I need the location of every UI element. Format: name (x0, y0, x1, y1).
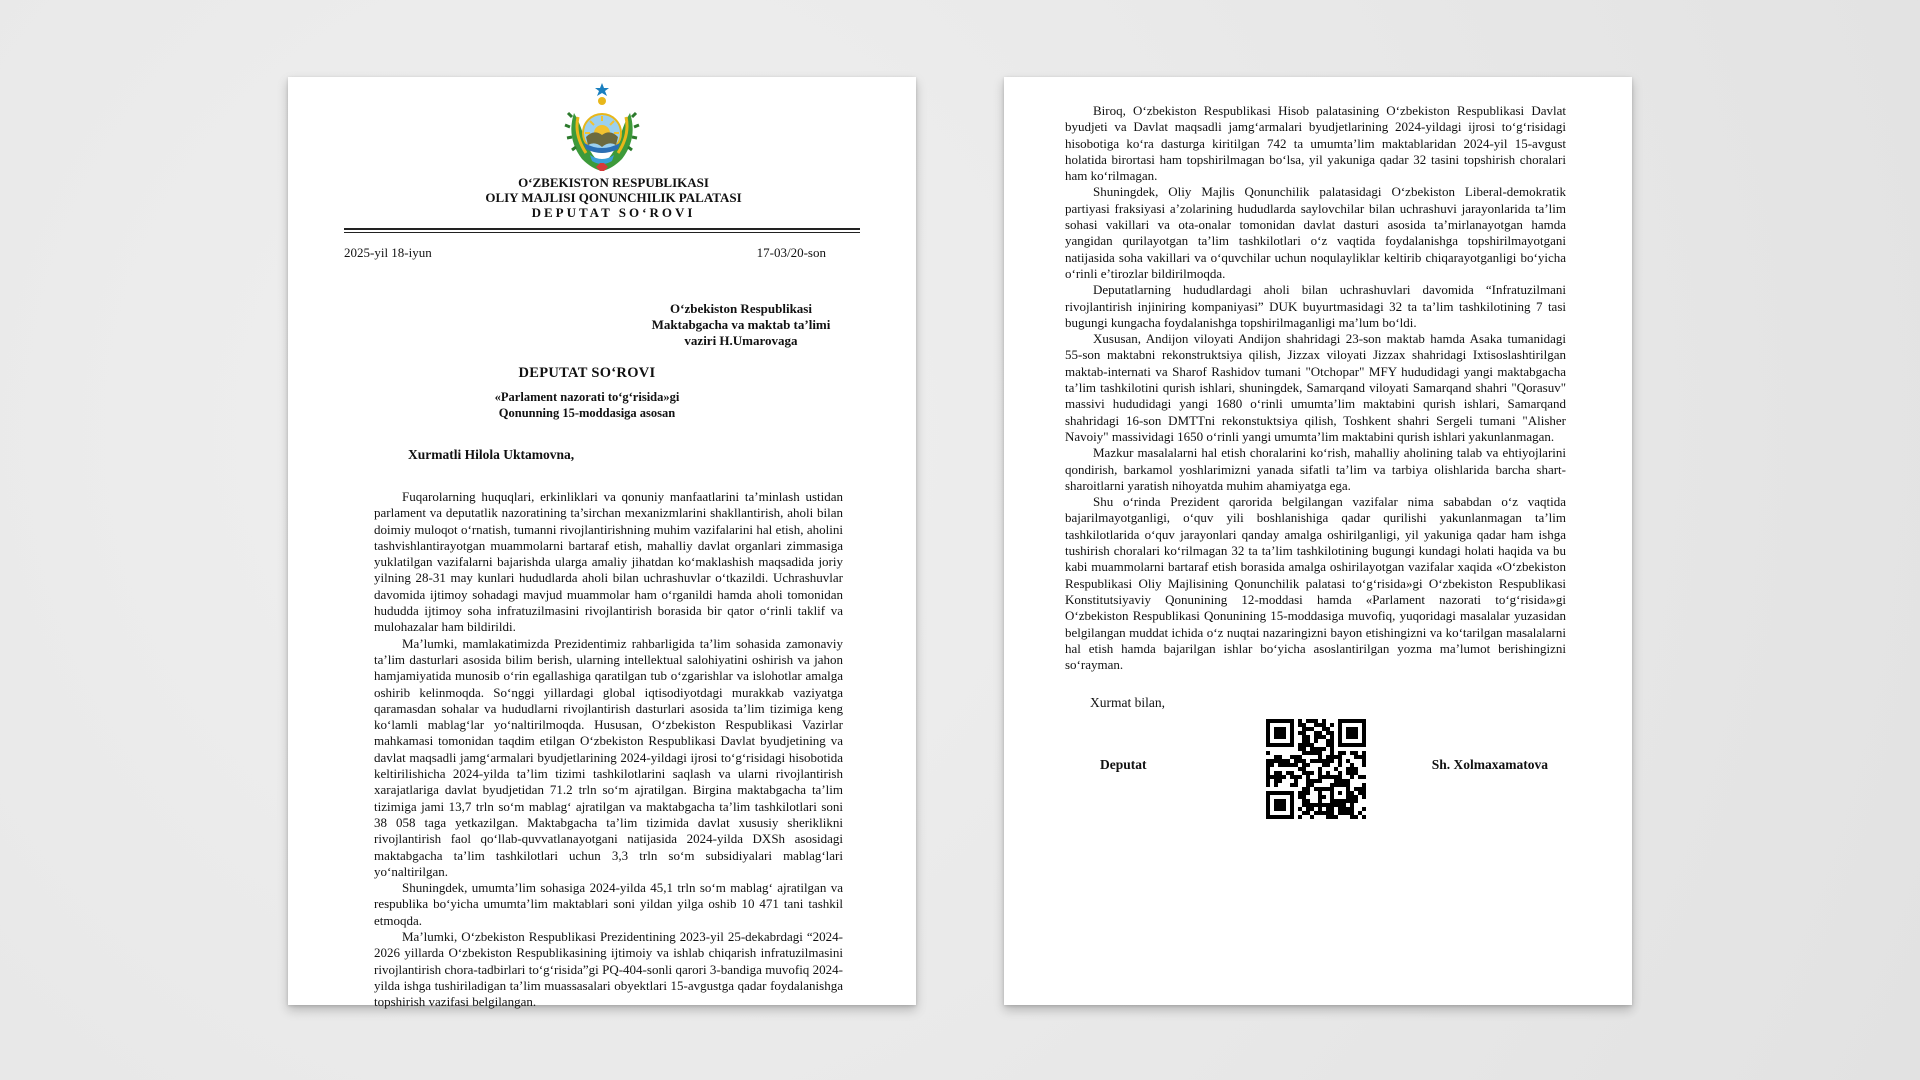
signer-name: Sh. Xolmaxamatova (1431, 757, 1548, 773)
document-number: 17-03/20-son (756, 245, 826, 260)
signer-role: Deputat (1100, 757, 1147, 773)
addressee-line2: Maktabgacha va maktab ta’limi (651, 317, 831, 332)
org-name-line3: DEPUTAT SO‘ROVI (531, 205, 696, 220)
body-paragraph: Fuqarolarning huquqlari, erkinliklari va qonuniy manfaatlarini ta’minlash ustidan parlament va deputatlik nazoratining ta’sirchan mexanizmlarini shakllantirish, aholi bilan doimiy muloqot o‘rnatish, tumanni rivojlantirishning muhim vazifalarini hal etish, aholini tashvishlantirayotgan muammolarni bartaraf etish, mahalliy davlat organlari zimmasiga yuklatilgan vazifalarni bajarishda ularga amaliy jihatdan ko‘maklashish maqsadida joriy yilning 28-31 may kunlari hududlarda aholi bilan uchrashuvlar o‘tkazildi. Uchrashuvlar davomida ijtimoy sohadagi mavjud muammolar ham o‘rganildi hamda aholi tomonidan hududda ijtimoy soha infratuzilmasini rivojlantirish borasida bir qator o‘rinli taklif va mulohazalar ham bildirildi. (374, 489, 843, 635)
body-paragraph: Biroq, O‘zbekiston Respublikasi Hisob palatasining O‘zbekiston Respublikasi Davlat byudjeti va Davlat maqsadli jamg‘armalari byudjetlarining 2024-yildagi ijrosi to‘g‘risidagi hisobotiga ko‘ra dasturga kiritilgan 742 ta umumta’lim maktablaridan 2024-yil 15-avgust holatida birortasi ham topshirilmagan bo‘lsa, yil yakuniga qadar 32 tasini topshirish choralari ham ko‘rilmagan. (1065, 103, 1566, 184)
legal-basis-line2: Qonunning 15-moddasiga asosan (498, 406, 676, 420)
addressee-block (344, 301, 848, 349)
signature-block (1060, 719, 1576, 821)
page-2-body (1065, 103, 1566, 673)
body-paragraph: Ma’lumki, mamlakatimizda Prezidentimiz rahbarligida ta’lim sohasida zamonaviy ta’lim dasturlari asosida bilim berish, ularning intellektual salohiyatini oshirish va jahon hamjamiyatida munosib o‘rin egallashiga qaratilgan tub o‘zgarishlar va islohotlar amalga oshirib kelinmoqda. So‘nggi yillardagi global iqtisodiyotdagi murakkab vaziyatga qaramasdan sohalar va hududlarni rivojlantirish dasturlari asosida ta’lim tizimiga keng ko‘lamli mablag‘lar yo‘naltirilmoqda. Hususan, O‘zbekiston Respublikasi Vazirlar mahkamasi tomonidan taqdim etilgan O‘zbekiston Respublikasi Davlat byudjetining va davlat maqsadli jamg‘armalari byudjetlarining 2024-yildagi ijrosi to‘g‘risidagi hisobotida keltirilishicha 2024-yilda ta’lim tizimi tashkilotlarini saqlash va ularni rivojlantirish xarajatlariga davlat byudjetidan 71.2 trln so‘m ajratilgan. Birgina maktabgacha ta’lim tizimiga jami 13,7 trln so‘m mablag‘ ajratilgan va maktabgacha ta’lim tashkilotlari soni 38 058 taga yetkazilgan. Maktabgacha ta’lim tizimida davlat xususiy sheriklikni rivojlantirish faol qo‘llab-quvvatlanayotgani natijasida 2024-yilda DXSh asosidagi maktabgacha ta’lim tashkilotlari uchun 3,3 trln so‘m subsidiyalari mablag‘lari yo‘naltirilgan. (374, 635, 843, 879)
state-emblem-icon (554, 83, 650, 175)
org-name-line1: O‘ZBEKISTON RESPUBLIKASI (518, 175, 709, 190)
closing-phrase: Xurmat bilan, (1090, 695, 1165, 711)
body-paragraph: Xususan, Andijon viloyati Andijon shahridagi 23-son maktab hamda Asaka tumanidagi 55-son maktabni rekonstruktsiya qilish, Jizzax viloyati Jizzax shahridagi Ixtisoslashtirilgan maktab-internati va Sharof Rashidov tumani "Otchopar" MFY hududidagi yangi maktabgacha ta’lim tashkilotini qurish ishlari, shuningdek, Samarqand viloyati Samarqand shahri "Qorasuv" massivi hududidagi yangi 1680 o‘rinli umumta’lim maktabini qurish ishlari, Samarqand shahridagi 16-son DMTTni rekonstuktsiya qilish, Toshkent shahri Sergeli tumani "Alisher Navoiy" massividagi 1650 o‘rinli yangi umumta’lim maktabini qurish ishlari yakunlanmagan. (1065, 331, 1566, 444)
letterhead-rule (344, 228, 860, 233)
document-page-1 (288, 77, 916, 1010)
legal-basis-line1: «Parlament nazorati to‘g‘risida»gi (494, 390, 680, 404)
body-paragraph: Ma’lumki, O‘zbekiston Respublikasi Prezidentining 2023-yil 25-dekabrdagi “2024-2026 yillarda O‘zbekiston Respublikasining ijtimoiy va ishlab chiqarish infratuzilmasini rivojlantirish chora-tadbirlari to‘g‘risida”gi PQ-404-sonli qarori 3-bandiga muvofiq 2024-yilda ishga tushiriladigan ta’lim muassasalari obyektlari 15-avgustga qadar foydalanishga topshirish vazifasi belgilangan. (374, 929, 843, 1010)
body-paragraph: Mazkur masalalarni hal etish choralarini ko‘rish, mahalliy aholining talab va ehtiyojlarini qondirish, barkamol yoshlarimizni yanada sifatli ta’lim va tarbiya olishlarida barcha shart-sharoitlarni yaratish nihoyatda muhim ahamiyatga ega. (1065, 445, 1566, 493)
document-date: 2025-yil 18-iyun (344, 245, 432, 260)
body-paragraph: Shuningdek, umumta’lim sohasiga 2024-yilda 45,1 trln so‘m mablag‘ ajratilgan va respublika bo‘yicha umumta’lim maktablari soni yildan yilga oshib 10 471 tani tashkil etmoqda. (374, 880, 843, 928)
salutation: Xurmatli Hilola Uktamovna, (408, 447, 575, 462)
legal-basis (344, 389, 860, 421)
body-paragraph: Shuningdek, Oliy Majlis Qonunchilik palatasidagi O‘zbekiston Liberal-demokratik partiyasi fraksiyasi a’zolarining hududlarda saylovchilar bilan uchrashuvi jarayonlarida ta’lim sohasi vakillari va ota-onalar tomonidan davlat dasturi asosida ta’mirlanayotgan hamda yangidan qurilayotgan ta’lim tashkilotlari o‘z vaqtida foydalanishga topshirilmayotgani natijasida soha vakillari va o‘quvchilar uchun noqulayliklar keltirib chiqarayotganligi bo‘yicha o‘rinli e’tirozlar bildirilmoqda. (1065, 184, 1566, 281)
document-title: DEPUTAT SO‘ROVI (518, 365, 656, 381)
body-paragraph: Shu o‘rinda Prezident qarorida belgilangan vazifalar nima sababdan o‘z vaqtida bajarilmayotganligi, o‘quv yili boshlanishiga qadar qurilishi yakunlanmagan ta’lim tashkilotlarida o‘quv jarayonlari qanday amalga oshirilganligi, yil yakuniga qadar ham ishga tushirish choralari ko‘rilmagan 32 ta ta’lim tashkilotining bugungi kundagi holati haqida va bu kabi muammolarni bartaraf etish borasida amalga oshirilayotgan vazifalar xaqida «O‘zbekiston Respublikasi Oliy Majlisining Qonunchilik palatasi to‘g‘risida»gi O‘zbekiston Respublikasi Konstitutsiyaviy Qonunining 12-moddasi hamda «Parlament nazorati to‘g‘risida»gi O‘zbekiston Respublikasi Qonunining 15-moddasiga muvofiq, yuqoridagi masalalar yuzasidan belgilangan muddat ichida o‘z nuqtai nazaringizni bayon etishingizni va ko‘tarilgan masalalarni hal etish hamda bajarilgan ishlar bo‘yicha asoslantirilgan yozma ma’lumot berishingizni so‘rayman. (1065, 494, 1566, 673)
document-meta (344, 245, 860, 261)
qr-code-icon[interactable] (1266, 719, 1366, 819)
page-1-body (374, 489, 843, 1011)
addressee-line3: vaziri H.Umarovaga (684, 333, 798, 348)
addressee-line1: O‘zbekiston Respublikasi (670, 301, 812, 316)
org-name-line2: OLIY MAJLISI QONUNCHILIK PALATASI (485, 190, 742, 205)
document-page-2 (1004, 77, 1632, 1005)
body-paragraph: Deputatlarning hududlardagi aholi bilan uchrashuvlari davomida “Infratuzilmani rivojlantirish injiniring kompaniyasi” DUK buyurtmasidagi 32 ta ta’lim tashkilotining 7 tasi bugungi kungacha foydalanishga topshirilmaganligi ma’lum bo‘ldi. (1065, 282, 1566, 330)
